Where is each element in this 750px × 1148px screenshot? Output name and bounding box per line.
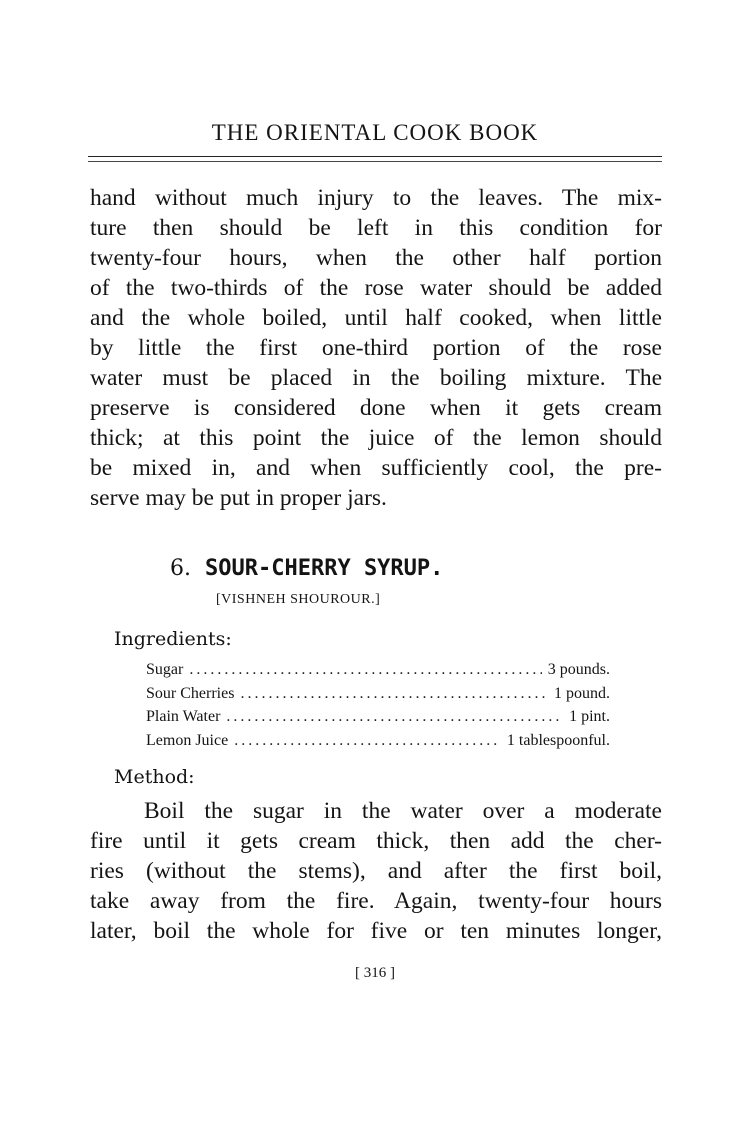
dot-leader	[189, 661, 541, 679]
dot-leader	[240, 685, 548, 703]
text-line: ture then should be left in this condition for	[90, 215, 662, 241]
text-line: and the whole boiled, until half cooked, when little	[90, 305, 662, 331]
text-line: preserve is considered done when it gets cream	[90, 395, 662, 421]
text-line: of the two-thirds of the rose water should be added	[90, 275, 662, 301]
text-line: fire until it gets cream thick, then add the cher-	[90, 828, 662, 854]
text-line: serve may be put in proper jars.	[90, 485, 387, 511]
running-header: THE ORIENTAL COOK BOOK	[211, 120, 539, 145]
ingredient-row	[146, 661, 610, 685]
ingredients-list	[146, 661, 610, 755]
method-label: Method:	[114, 766, 195, 788]
text-line: take away from the fire. Again, twenty-four hours	[90, 888, 662, 914]
text-line: later, boil the whole for five or ten minutes longer,	[90, 918, 662, 944]
intro-paragraph	[90, 183, 662, 513]
text-line: ries (without the stems), and after the first boil,	[90, 858, 662, 884]
ingredient-qty: 1 tablespoonful.	[506, 731, 610, 749]
method-paragraph	[90, 796, 662, 946]
ingredient-name: Plain Water	[146, 708, 221, 725]
text-line: be mixed in, and when sufficiently cool, the pre-	[90, 455, 662, 481]
header-rule	[88, 156, 662, 157]
text-line: thick; at this point the juice of the lemon should	[90, 425, 662, 451]
text-line: twenty-four hours, when the other half portion	[90, 245, 662, 271]
text-line: hand without much injury to the leaves. The mix-	[90, 185, 662, 211]
page-number: [ 316 ]	[355, 965, 395, 981]
header-rule-thin	[88, 161, 662, 162]
text-line: water must be placed in the boiling mixture. The	[90, 365, 662, 391]
recipe-title: SOUR-CHERRY SYRUP.	[205, 556, 444, 581]
dot-leader	[226, 708, 563, 726]
text-line: by little the first one-third portion of the rose	[90, 335, 662, 361]
ingredient-qty: 1 pint.	[569, 708, 610, 725]
ingredient-row	[146, 685, 610, 709]
recipe-subtitle: [VISHNEH SHOUROUR.]	[216, 592, 381, 607]
ingredient-row	[146, 732, 610, 756]
recipe-heading	[170, 556, 443, 581]
ingredient-qty: 1 pound.	[554, 684, 610, 702]
recipe-number: 6.	[170, 556, 191, 581]
ingredient-name: Lemon Juice	[146, 731, 229, 749]
dot-leader	[234, 732, 501, 750]
ingredient-name: Sour Cherries	[146, 684, 235, 702]
ingredient-qty: 3 pounds.	[547, 661, 610, 678]
ingredient-name: Sugar	[146, 661, 184, 678]
ingredient-row	[146, 708, 610, 732]
text-line: Boil the sugar in the water over a moderate	[144, 798, 662, 824]
ingredients-label: Ingredients:	[114, 628, 232, 650]
